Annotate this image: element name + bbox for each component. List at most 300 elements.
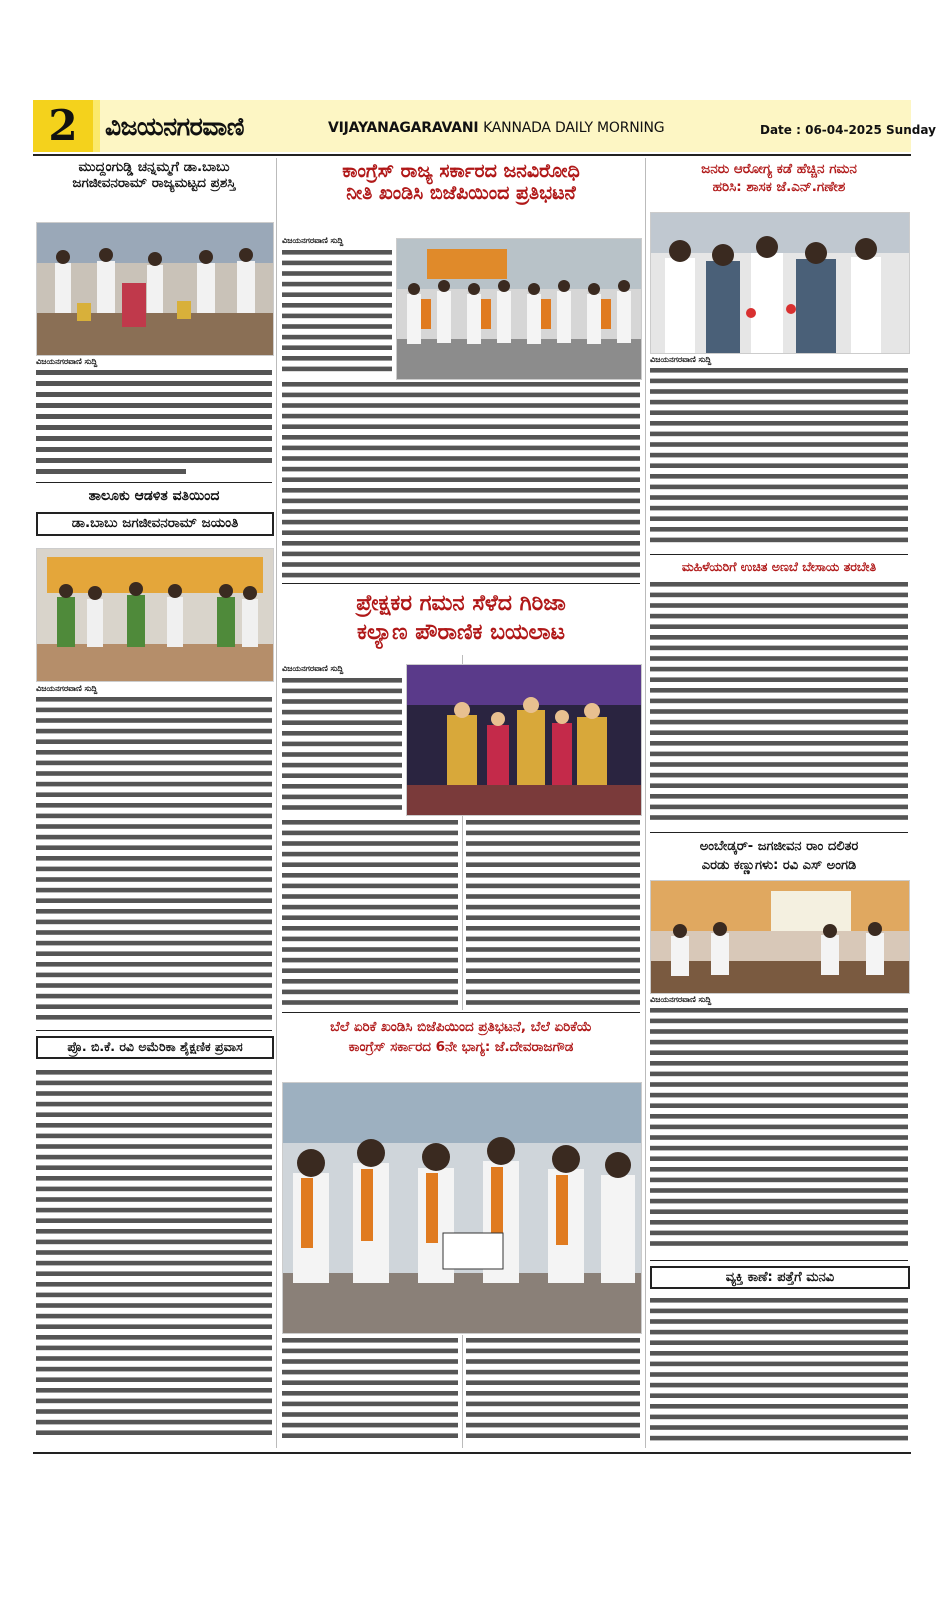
headline-line: ಕಲ್ಯಾಣ ಪೌರಾಣಿಕ ಬಯಲಾಟ — [357, 619, 565, 645]
article-body-lines — [282, 818, 458, 1008]
text-line — [36, 1271, 272, 1276]
article-headline — [650, 560, 908, 575]
article-headline — [650, 838, 908, 876]
text-line — [36, 898, 272, 903]
text-line — [650, 453, 908, 458]
headline-line: ಪ್ರೊ. ಬಿ.ಕೆ. ರವಿ ಅಮೆರಿಕಾ ಶೈಕ್ಷಣಿಕ ಪ್ರವಾಸ — [67, 1039, 243, 1054]
text-line — [282, 1391, 458, 1396]
text-line — [36, 1335, 272, 1340]
text-line — [282, 937, 458, 942]
text-line — [282, 1359, 458, 1364]
text-line — [36, 1004, 272, 1009]
text-line — [650, 538, 908, 543]
text-line — [282, 403, 640, 408]
headline-line: ಪ್ರೇಕ್ಷಕರ ಗಮನ ಸೆಳೆದ ಗಿರಿಜಾ — [356, 591, 566, 616]
text-line — [650, 1093, 908, 1098]
article-body-lines — [282, 1336, 458, 1446]
text-line — [282, 456, 640, 461]
text-line — [36, 1240, 272, 1245]
text-line — [650, 635, 908, 640]
headline-line: ಹರಿಸಿ: ಶಾಸಕ ಜೆ.ಎನ್.ಗಣೇಶ — [712, 179, 846, 196]
text-line — [36, 1409, 272, 1414]
text-line — [36, 1208, 272, 1213]
text-line — [650, 1393, 908, 1398]
text-line — [36, 782, 272, 787]
text-line — [650, 1019, 908, 1024]
text-line — [36, 1123, 272, 1128]
text-line — [282, 852, 458, 857]
text-line — [282, 820, 458, 825]
text-line — [36, 1324, 272, 1329]
divider — [36, 1030, 272, 1031]
text-line — [650, 1340, 908, 1345]
text-line — [36, 1250, 272, 1255]
text-line — [36, 697, 272, 702]
text-line — [36, 1377, 272, 1382]
text-line — [282, 345, 392, 350]
text-line — [650, 1072, 908, 1077]
article-body-lines — [650, 1006, 908, 1256]
text-line — [466, 937, 640, 942]
text-line — [282, 1349, 458, 1354]
text-line — [282, 367, 392, 372]
text-line — [650, 1404, 908, 1409]
text-line — [282, 905, 458, 910]
text-line — [650, 1319, 908, 1324]
text-line — [36, 1187, 272, 1192]
article-body-lines — [36, 1068, 272, 1446]
text-line — [36, 771, 272, 776]
text-line — [36, 708, 272, 713]
text-line — [650, 805, 908, 810]
headline-line: ಮಹಿಳೆಯರಿಗೆ ಉಚಿತ ಅಣಬೆ ಬೇಸಾಯ ತರಬೇತಿ — [681, 559, 877, 574]
text-line — [36, 1282, 272, 1287]
text-line — [36, 761, 272, 766]
text-line — [650, 1383, 908, 1388]
text-line — [282, 488, 640, 493]
text-line — [282, 414, 640, 419]
text-line — [650, 1330, 908, 1335]
text-line — [466, 905, 640, 910]
column-separator — [645, 158, 646, 1448]
article-headline — [36, 488, 272, 505]
text-line — [282, 1423, 458, 1428]
text-line — [36, 792, 272, 797]
text-line — [282, 1402, 458, 1407]
article-body-lines — [650, 580, 908, 830]
text-line — [650, 1167, 908, 1172]
text-line — [650, 474, 908, 479]
text-line — [650, 400, 908, 405]
headline-line: ತಾಲೂಕು ಆಡಳಿತ ವತಿಯಿಂದ — [88, 488, 220, 504]
text-line — [650, 1082, 908, 1087]
text-line — [650, 1061, 908, 1066]
text-line — [36, 750, 272, 755]
article-headline — [282, 160, 640, 205]
article-body-lines — [282, 248, 392, 378]
column-separator — [462, 1335, 463, 1448]
article-headline — [282, 590, 640, 647]
text-line — [650, 646, 908, 651]
text-line — [282, 393, 640, 398]
text-line — [466, 1370, 640, 1375]
text-line — [650, 1309, 908, 1314]
text-line — [466, 915, 640, 920]
headline-line: ಜನರು ಆರೋಗ್ಯ ಕಡೆ ಹೆಚ್ಚಿನ ಗಮನ — [701, 161, 857, 177]
text-line — [36, 1367, 272, 1372]
text-line — [36, 1112, 272, 1117]
headline-line: ಎರಡು ಕಣ್ಣುಗಳು: ರವಿ ಎಸ್ ಅಂಗಡಿ — [701, 857, 857, 873]
text-line — [282, 1000, 458, 1005]
text-line — [650, 410, 908, 415]
article-byline: ವಿಜಯನಗರವಾಣಿ ಸುದ್ದಿ — [36, 357, 98, 366]
article-headline — [650, 1266, 910, 1289]
text-line — [650, 1241, 908, 1246]
text-line — [282, 314, 392, 319]
text-line — [282, 1412, 458, 1417]
text-line — [36, 994, 272, 999]
masthead-rule — [33, 154, 911, 156]
text-line — [282, 862, 458, 867]
text-line — [36, 835, 272, 840]
text-line — [36, 962, 272, 967]
text-line — [466, 947, 640, 952]
text-line — [282, 424, 640, 429]
headline-line: ಜಗಜೀವನರಾಮ್ ರಾಜ್ಯಮಟ್ಟದ ಪ್ರಶಸ್ತಿ — [72, 174, 236, 191]
text-line — [282, 831, 458, 836]
text-line — [282, 477, 640, 482]
text-line — [650, 1415, 908, 1420]
text-line — [282, 784, 402, 789]
article-body-lines — [650, 1296, 908, 1446]
headline-line: ಕಾಂಗ್ರೆಸ್ ರಾಜ್ಯ ಸರ್ಕಾರದ ಜನವಿರೋಧಿ — [342, 160, 580, 182]
article-body-lines — [466, 818, 640, 1008]
text-line — [650, 1362, 908, 1367]
article-byline: ವಿಜಯನಗರವಾಣಿ ಸುದ್ದಿ — [282, 664, 344, 673]
text-line — [282, 292, 392, 297]
text-line — [36, 877, 272, 882]
text-line — [466, 873, 640, 878]
text-line — [36, 1197, 272, 1202]
text-line — [650, 688, 908, 693]
article-photo — [282, 1082, 642, 1334]
text-line — [650, 1125, 908, 1130]
text-line — [650, 379, 908, 384]
text-line — [650, 527, 908, 532]
article-photo — [36, 548, 274, 682]
text-line — [282, 271, 392, 276]
text-line — [650, 677, 908, 682]
text-line — [650, 624, 908, 629]
text-line — [282, 841, 458, 846]
text-line — [36, 1091, 272, 1096]
article-photo — [36, 222, 274, 356]
column-separator — [276, 158, 277, 1448]
text-line — [282, 250, 392, 255]
text-line — [650, 709, 908, 714]
text-line — [36, 1314, 272, 1319]
text-line — [650, 667, 908, 672]
text-line — [650, 773, 908, 778]
text-line — [282, 731, 402, 736]
text-line — [466, 1000, 640, 1005]
article-body-lines — [36, 695, 272, 1025]
text-line — [466, 1402, 640, 1407]
text-line — [466, 1433, 640, 1438]
text-line — [650, 1050, 908, 1055]
text-line — [650, 699, 908, 704]
text-line — [650, 1040, 908, 1045]
text-line — [282, 520, 640, 525]
text-line — [36, 1420, 272, 1425]
text-line — [650, 1008, 908, 1013]
text-line — [282, 773, 402, 778]
text-line — [282, 335, 392, 340]
article-headline — [282, 1018, 640, 1057]
text-line — [282, 763, 402, 768]
text-line — [282, 382, 640, 387]
text-line — [650, 389, 908, 394]
text-line — [36, 909, 272, 914]
text-line — [282, 958, 458, 963]
article-body-lines — [466, 1336, 640, 1446]
headline-line: ವ್ಯಕ್ತಿ ಕಾಣೆ: ಪತ್ತೆಗೆ ಮನವಿ — [725, 1270, 835, 1285]
text-line — [282, 873, 458, 878]
text-line — [650, 614, 908, 619]
text-line — [36, 1144, 272, 1149]
text-line — [282, 678, 402, 683]
text-line — [282, 446, 640, 451]
text-line — [650, 1146, 908, 1151]
article-body-lines — [282, 380, 640, 580]
text-line — [650, 741, 908, 746]
text-line — [36, 920, 272, 925]
headline-line: ಕಾಂಗ್ರೆಸ್ ಸರ್ಕಾರದ 6ನೇ ಭಾಗ್ಯ: ಜೆ.ದೇವರಾಜಗೌಡ — [348, 1038, 574, 1055]
headline-line: ಬೆಲೆ ಏರಿಕೆ ಖಂಡಿಸಿ ಬಿಜೆಪಿಯಿಂದ ಪ್ರತಿಭಟನೆ, ಬೆಲೆ ಏರಿಕೆಯೆ — [330, 1019, 592, 1035]
divider — [282, 1012, 640, 1013]
text-line — [282, 530, 640, 535]
text-line — [36, 1293, 272, 1298]
text-line — [282, 968, 458, 973]
text-line — [36, 1015, 272, 1020]
text-line — [650, 1372, 908, 1377]
issue-date: Date : 06-04-2025 Sunday — [760, 123, 936, 137]
text-line — [650, 1298, 908, 1303]
text-line — [650, 656, 908, 661]
text-line — [650, 368, 908, 373]
text-line — [466, 831, 640, 836]
text-line — [36, 856, 272, 861]
text-line — [282, 947, 458, 952]
text-line — [650, 506, 908, 511]
article-body-lines — [650, 366, 908, 551]
text-line — [466, 1391, 640, 1396]
brand-kannada: ವಿಜಯನಗರವಾಣಿ — [105, 112, 244, 141]
article-headline — [36, 160, 272, 192]
text-line — [282, 573, 640, 578]
text-line — [282, 541, 640, 546]
divider — [36, 482, 272, 483]
divider — [650, 832, 908, 833]
headline-line: ಡಾ.ಬಾಬು ಜಗಜೀವನರಾಮ್ ಜಯಂತಿ — [71, 515, 239, 531]
text-line — [36, 888, 272, 893]
text-line — [282, 1370, 458, 1375]
text-line — [650, 762, 908, 767]
text-line — [282, 552, 640, 557]
text-line — [650, 463, 908, 468]
text-line — [466, 894, 640, 899]
article-subheadline — [36, 512, 274, 536]
text-line — [650, 432, 908, 437]
text-line — [466, 926, 640, 931]
text-line — [650, 1209, 908, 1214]
text-line — [650, 1199, 908, 1204]
brand-subtitle: KANNADA DAILY MORNING — [483, 120, 665, 136]
text-line — [650, 1351, 908, 1356]
text-line — [466, 820, 640, 825]
text-line — [36, 1388, 272, 1393]
text-line — [36, 1346, 272, 1351]
text-line — [36, 951, 272, 956]
text-line — [650, 582, 908, 587]
article-byline: ವಿಜಯನಗರವಾಣಿ ಸುದ್ದಿ — [650, 355, 712, 364]
text-line — [650, 1029, 908, 1034]
text-line — [36, 739, 272, 744]
text-line — [466, 968, 640, 973]
text-line — [466, 990, 640, 995]
headline-line: ಅಂಬೇಡ್ಕರ್- ಜಗಜೀವನ ರಾಂ ದಲಿತರ — [699, 839, 859, 854]
text-line — [36, 867, 272, 872]
text-line — [466, 852, 640, 857]
text-line — [36, 729, 272, 734]
text-line — [36, 1261, 272, 1266]
headline-line: ಮುದ್ದಂಗುಡ್ಡಿ ಚನ್ನಮ್ಮಗೆ ಡಾ.ಬಾಬು — [78, 159, 230, 175]
article-body-lines — [282, 676, 402, 816]
text-line — [282, 720, 402, 725]
text-line — [36, 1176, 272, 1181]
text-line — [282, 356, 392, 361]
text-line — [282, 990, 458, 995]
text-line — [282, 1338, 458, 1343]
text-line — [650, 815, 908, 820]
divider — [650, 1260, 908, 1261]
text-line — [650, 1220, 908, 1225]
text-line — [36, 814, 272, 819]
text-line — [36, 824, 272, 829]
text-line — [282, 710, 402, 715]
text-line — [650, 1156, 908, 1161]
text-line — [650, 442, 908, 447]
text-line — [650, 794, 908, 799]
text-line — [650, 1436, 908, 1441]
text-line — [650, 593, 908, 598]
text-line — [650, 783, 908, 788]
text-line — [650, 1114, 908, 1119]
text-line — [282, 1433, 458, 1438]
text-line — [282, 884, 458, 889]
text-line — [466, 979, 640, 984]
text-line — [650, 720, 908, 725]
text-line — [282, 805, 402, 810]
text-line — [650, 421, 908, 426]
text-line — [466, 1412, 640, 1417]
text-line — [282, 303, 392, 308]
text-line — [466, 884, 640, 889]
text-line — [36, 803, 272, 808]
text-line — [650, 730, 908, 735]
text-line — [650, 1231, 908, 1236]
text-line — [282, 435, 640, 440]
text-line — [36, 1165, 272, 1170]
headline-line: ನೀತಿ ಖಂಡಿಸಿ ಬಿಜೆಪಿಯಿಂದ ಪ್ರತಿಭಟನೆ — [346, 182, 576, 205]
text-line — [36, 1430, 272, 1435]
brand-english — [328, 120, 664, 136]
text-line — [466, 1359, 640, 1364]
text-line — [650, 1425, 908, 1430]
text-line — [282, 979, 458, 984]
text-line — [36, 1102, 272, 1107]
article-byline: ವಿಜಯನಗರವಾಣಿ ಸುದ್ದಿ — [650, 995, 712, 1004]
text-line — [36, 930, 272, 935]
text-line — [282, 509, 640, 514]
article-photo — [396, 238, 642, 380]
article-byline: ವಿಜಯನಗರವಾಣಿ ಸುದ್ದಿ — [36, 684, 98, 693]
text-line — [282, 1380, 458, 1385]
article-photo — [650, 880, 910, 994]
text-line — [36, 718, 272, 723]
text-line — [650, 485, 908, 490]
article-headline — [650, 160, 908, 196]
text-line — [466, 1338, 640, 1343]
text-line — [650, 603, 908, 608]
text-line — [650, 516, 908, 521]
text-line — [282, 795, 402, 800]
article-byline: ವಿಜಯನಗರವಾಣಿ ಸುದ್ದಿ — [282, 236, 344, 245]
divider — [650, 554, 908, 555]
brand-english-name: VIJAYANAGARAVANI — [328, 120, 479, 136]
text-line — [466, 841, 640, 846]
text-line — [650, 495, 908, 500]
text-line — [650, 1135, 908, 1140]
text-line — [282, 699, 402, 704]
text-line — [282, 467, 640, 472]
text-line — [36, 1356, 272, 1361]
text-line — [36, 1070, 272, 1075]
text-line — [36, 1303, 272, 1308]
text-line — [466, 1380, 640, 1385]
text-line — [282, 562, 640, 567]
text-line — [36, 973, 272, 978]
text-line — [282, 752, 402, 757]
text-line — [466, 1423, 640, 1428]
text-line — [282, 499, 640, 504]
text-line — [36, 845, 272, 850]
text-line — [282, 324, 392, 329]
article-photo — [650, 212, 910, 354]
text-line — [282, 742, 402, 747]
text-line — [650, 1103, 908, 1108]
text-line — [650, 1188, 908, 1193]
text-line — [282, 915, 458, 920]
text-line — [466, 1349, 640, 1354]
text-line — [466, 862, 640, 867]
text-line — [282, 894, 458, 899]
text-line — [36, 1155, 272, 1160]
article-headline — [36, 1036, 274, 1059]
text-line — [36, 1081, 272, 1086]
text-line — [282, 926, 458, 931]
footer-rule — [33, 1452, 911, 1454]
